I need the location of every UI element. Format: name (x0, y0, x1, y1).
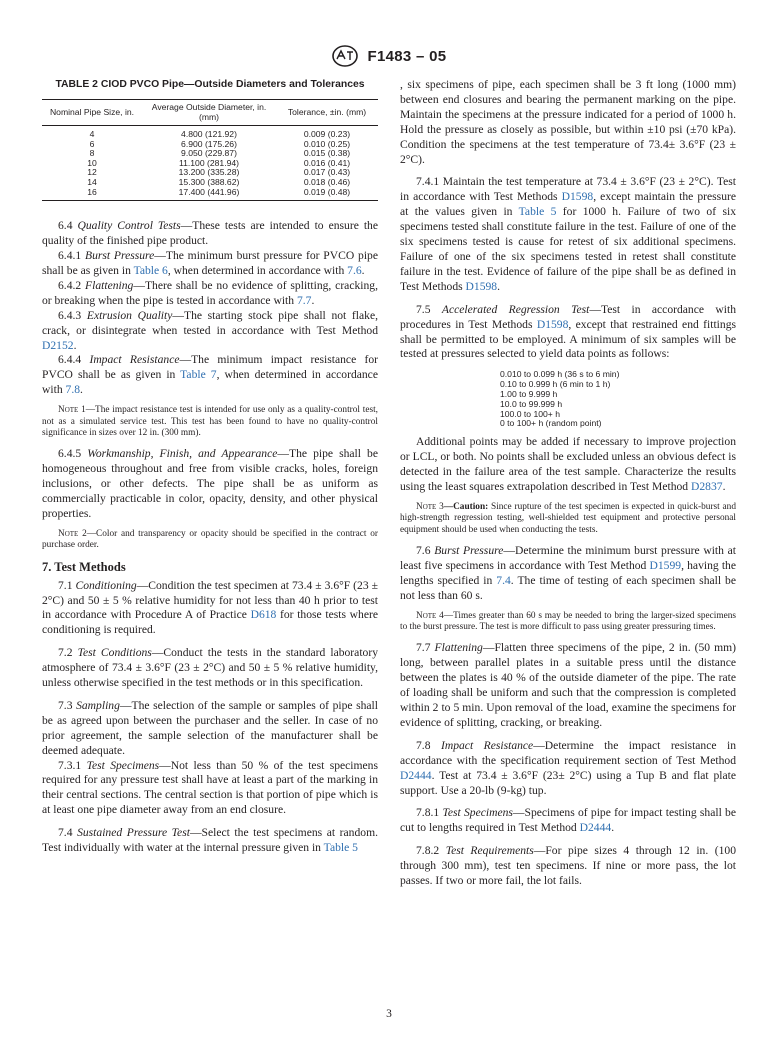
section-7-3-1: 7.3.1 Test Specimens—Not less than 50 % of the test specimens required for any pressure test shall have at least a part of the marking in their central sections. The central section is that portion of pipe which is at least one pipe diameter away from an end closure. (42, 758, 378, 817)
link-table-6[interactable]: Table 6 (133, 263, 168, 277)
time-range-item: 10.0 to 99.999 h (500, 398, 563, 409)
link-d1598[interactable]: D1598 (536, 317, 569, 331)
note-3: Note 3—Caution: Since rupture of the test specimen is expected in quick-burst and high-strength regression testing, well-shielded test equipment and protective personal equipment should be used when conducting the tests. (400, 501, 736, 535)
link-d1598[interactable]: D1598 (465, 279, 498, 293)
link-table-7[interactable]: Table 7 (180, 368, 217, 382)
table-header-row (42, 99, 378, 125)
time-range-item: 1.00 to 9.999 h (500, 388, 558, 399)
page-number: 3 (386, 1008, 392, 1020)
table-cell: 0.009 (0.23) (303, 129, 351, 140)
right-column (400, 78, 736, 889)
section-6-4-3: 6.4.3 Extrusion Quality—The starting stock pipe shall not flake, crack, or disintegrate when tested in accordance with Test Method D2152. (42, 308, 378, 352)
link-table-5[interactable]: Table 5 (323, 841, 358, 855)
link-d2444[interactable]: D2444 (579, 821, 612, 835)
table-cell: 8 (89, 148, 95, 159)
section-7-8-2: 7.8.2 Test Requirements—For pipe sizes 4 through 12 in. (100 through 300 mm), test ten specimens. If nine or more pass, the lot passes. If two or more fail, the lot fails. (400, 844, 736, 888)
column-header: Average Outside Diameter, in. (mm) (142, 99, 276, 125)
table2-body (42, 126, 378, 201)
note-4: Note 4—Times greater than 60 s may be needed to bring the larger-sized specimens to the burst pressure. The test is more difficult to pass using greater pressuring times. (400, 610, 736, 632)
section-7-8: 7.8 Impact Resistance—Determine the impact resistance in accordance with the specification requirement section of Test Method D2444. Test at 73.4 ± 3.6°F (23± 2°C) using a Tup B and flat plate support. Use a 20-lb (9-kg) tup. (400, 738, 736, 797)
section-6-4-2: 6.4.2 Flattening—There shall be no evidence of splitting, cracking, or breaking when the pipe is tested in accordance with 7.7. (42, 278, 378, 307)
table2 (42, 99, 378, 201)
section-7-5-additional: Additional points may be added if necessary to improve projection or LCL, or both. No points shall be excluded unless an obvious defect is detected in the failure area of the test sample. Characterize the results using the least squares extrapolation described in Test Method D2837. (400, 435, 736, 493)
link-d1599[interactable]: D1599 (649, 558, 682, 572)
time-range-list (500, 370, 736, 429)
table-cell: 4.800 (121.92) (181, 129, 237, 140)
table-cell: 13.200 (335.28) (178, 167, 240, 178)
table-cell: 17.400 (441.96) (142, 188, 276, 201)
link-7-4[interactable]: 7.4 (496, 573, 511, 587)
table-cell: 16 (42, 188, 142, 201)
table-cell: 0.019 (0.48) (276, 188, 378, 201)
note-1: Note 1—The impact resistance test is intended for use only as a quality-control test, not as a simulated service test. This test has been found to have no quality-control significance in sizes over 12 in. (300 mm). (42, 405, 378, 438)
section-6-4-1: 6.4.1 Burst Pressure—The minimum burst pressure for PVCO pipe shall be as given in Table 6, when determined in accordance with 7.6. (42, 249, 378, 277)
table-cell: 0.018 (0.46) (303, 177, 351, 188)
table-cell: 15.300 (388.62) (178, 177, 240, 188)
link-7-6[interactable]: 7.6 (347, 263, 362, 277)
link-table-5[interactable]: Table 5 (518, 205, 557, 219)
link-7-7[interactable]: 7.7 (296, 293, 312, 307)
section-7-1: 7.1 Conditioning—Condition the test specimen at 73.4 ± 3.6°F (23 ± 2°C) and 50 ± 5 % relative humidity for not less than 40 h prior to test in accordance with Procedure A of Practice D618 for those tests where conditioning is required. (42, 578, 378, 637)
link-d2444[interactable]: D2444 (400, 768, 432, 782)
table-row (42, 188, 378, 201)
table-cell: 6 (89, 138, 95, 149)
link-d618[interactable]: D618 (250, 608, 277, 622)
section-6-4: 6.4 Quality Control Tests—These tests are intended to ensure the quality of the finished pipe product. (42, 219, 378, 248)
table-row (42, 126, 378, 140)
table-cell: 0.017 (0.43) (303, 167, 351, 178)
section-7-4-continued: , six specimens of pipe, each specimen shall be 3 ft long (1000 mm) between end closures and bearing the permanent marking on the pipe. Maintain the specimens at the pressure indicated for a period of 1000 h. Hold the pressure as closely as possible, but within ±10 psi (±70 kPa). Condition the specimens at the test temperature of 73.4± 3.6°F (23 ± 2°C). (400, 78, 736, 166)
table-cell: 4 (89, 129, 95, 140)
link-7-8[interactable]: 7.8 (65, 383, 81, 397)
section-6-4-4: 6.4.4 Impact Resistance—The minimum impact resistance for PVCO shall be as given in Table 7, when determined in accordance with 7.8. (42, 353, 378, 397)
table-cell: 0.015 (0.38) (303, 148, 351, 159)
table-cell: 10 (87, 157, 97, 168)
section-6-4-5: 6.4.5 Workmanship, Finish, and Appearance—The pipe shall be homogeneous throughout and free from visible cracks, holes, foreign inclusions, or other defects. The pipe shall be as uniform as commercially practicable in color, opacity, density, and other physical properties. (42, 447, 378, 520)
table-cell: 11.100 (281.94) (178, 157, 240, 168)
section-7-4-1: 7.4.1 Maintain the test temperature at 73.4 ± 3.6°F (23 ± 2°C). Test in accordance with Test Methods D1598, except maintain the pressure at the values given in Table 5 for 1000 h. Failure of two of six specimens tested shall constitute failure in the test. Failure of one of the six specimens tested is cause for retest of six additional specimens. Failure of one of the six specimens tested in retest shall constitute failure in the test. Evidence of failure of the pipe shall be as defined in Test Methods D1598. (400, 175, 736, 293)
link-d1598[interactable]: D1598 (561, 190, 594, 204)
section-7-heading: 7. Test Methods (42, 559, 126, 574)
time-range-item: 100.0 to 100+ h (500, 408, 560, 419)
section-7-8-1: 7.8.1 Test Specimens—Specimens of pipe for impact testing shall be cut to lengths required in Test Method D2444. (400, 806, 736, 835)
section-7-4: 7.4 Sustained Pressure Test—Select the test specimens at random. Test individually with water at the internal pressure given in Table 5 (42, 826, 378, 855)
page-header (0, 45, 778, 67)
note-2: Note 2—Color and transparency or opacity should be specified in the contract or purchase order. (42, 528, 378, 551)
section-7-5: 7.5 Accelerated Regression Test—Test in accordance with procedures in Test Methods D1598, except that restrained end fittings shall be permitted to be employed. A minimum of six samples will be tested at pressures selected to yield data points as follows: (400, 302, 736, 361)
time-range-item: 0.010 to 0.099 h (36 s to 6 min) (500, 369, 620, 380)
astm-logo-icon (332, 45, 358, 67)
time-range-item: 0.10 to 0.999 h (6 min to 1 h) (500, 379, 611, 390)
section-7-2: 7.2 Test Conditions—Conduct the tests in the standard laboratory atmosphere of 73.4 ± 3.6°F (23 ± 2°C) and 50 ± 5 % relative humidity, unless otherwise specified in the test methods or in this specification. (42, 646, 378, 690)
section-7-7: 7.7 Flattening—Flatten three specimens of the pipe, 2 in. (50 mm) long, between parallel plates in a suitable press until the distance between the plates is 40 % of the outside diameter of the pipe. The rate of loading shall be uniform and such that the compression is completed within 2 to 5 min. Upon removal of the load, examine the specimens for evidence of splitting, cracking, or breaking. (400, 641, 737, 729)
table-cell: 6.900 (175.26) (181, 138, 237, 149)
link-d2152[interactable]: D2152 (42, 338, 74, 352)
table-cell: 9.050 (229.87) (181, 148, 237, 159)
time-range-item: 0 to 100+ h (random point) (500, 418, 602, 429)
left-column (42, 78, 378, 856)
table-cell: 0.016 (0.41) (303, 157, 351, 168)
table-cell: 0.010 (0.25) (303, 138, 351, 149)
section-7-6: 7.6 Burst Pressure—Determine the minimum burst pressure with at least five specimens in accordance with Test Method D1599, having the lengths specified in 7.4. The time of testing of each specimen shall be not less than 60 s. (400, 543, 736, 602)
link-d2837[interactable]: D2837 (691, 479, 723, 493)
section-7-3: 7.3 Sampling—The selection of the sample or samples of pipe shall be as agreed upon between the purchaser and the seller. In case of no prior agreement, the sample selection of the manufacturer shall be deemed adequate. (42, 698, 378, 757)
column-header: Tolerance, ±in. (mm) (276, 99, 378, 125)
column-header: Nominal Pipe Size, in. (42, 99, 142, 125)
table-cell: 14 (87, 177, 97, 188)
document-code: F1483 – 05 (367, 47, 447, 65)
table-cell: 12 (87, 167, 97, 178)
table2-title: TABLE 2 CIOD PVCO Pipe—Outside Diameters and Tolerances (55, 79, 365, 90)
